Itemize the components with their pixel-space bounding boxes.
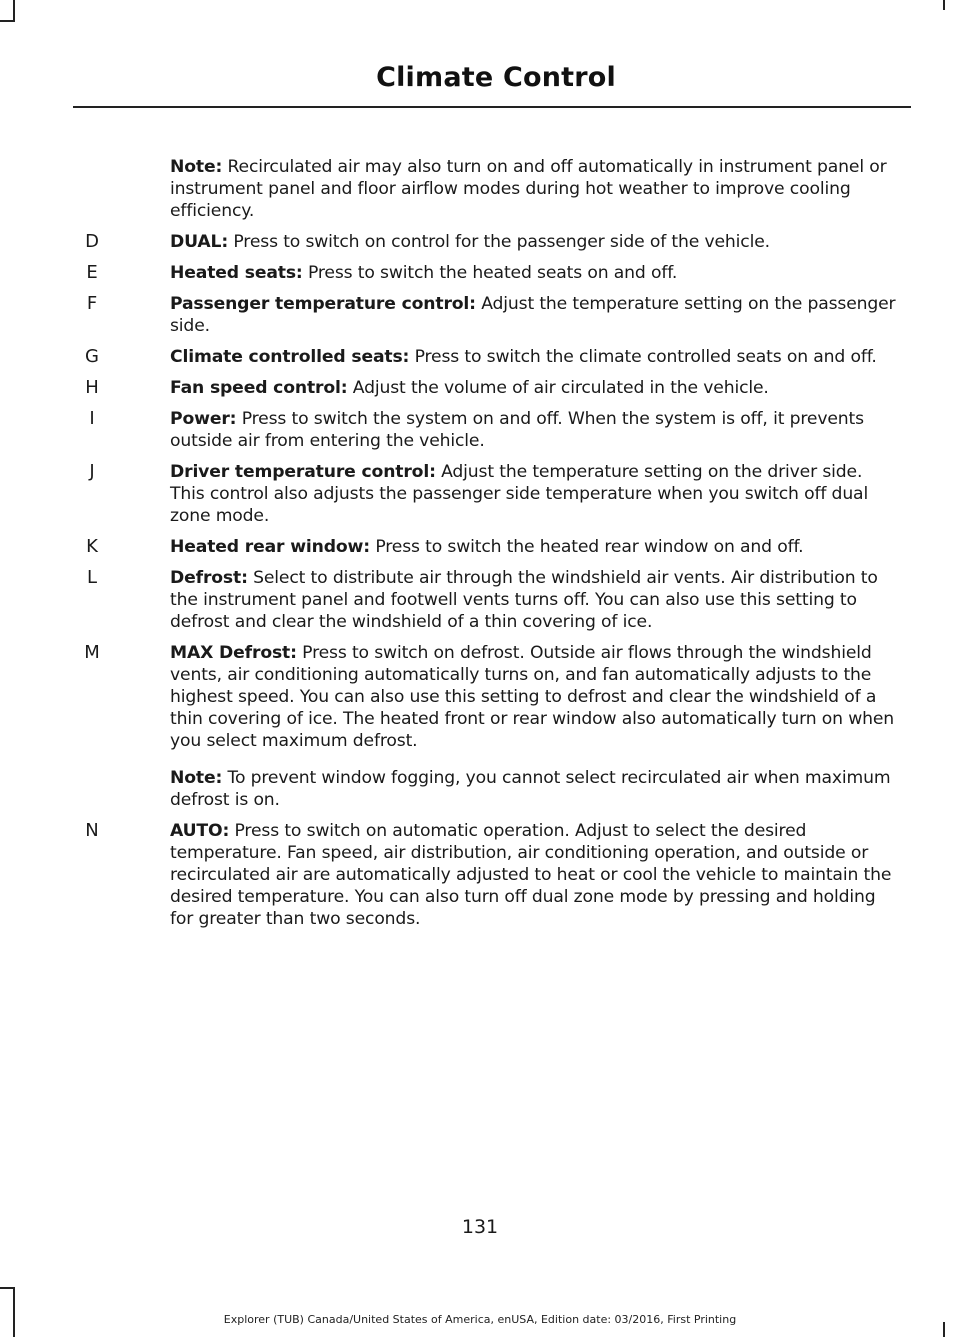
entry-letter: N	[85, 820, 99, 841]
entry-body	[170, 536, 901, 558]
note-text: Recirculated air may also turn on and off automatically in instrument panel or instrument panel and floor airflow modes during hot weather to improve cooling efficiency.	[170, 157, 887, 221]
entry-letter: E	[86, 262, 98, 283]
crop-mark-top-right	[943, 0, 945, 10]
entry-d	[0, 231, 960, 253]
header-divider	[73, 106, 911, 108]
entry-term: Heated seats:	[170, 263, 303, 283]
entry-body	[170, 293, 901, 337]
entry-body	[170, 820, 901, 930]
note-label: Note:	[170, 157, 223, 177]
entry-letter: F	[86, 293, 98, 314]
page-title: Climate Control	[376, 62, 616, 93]
entry-text: Adjust the temperature setting on the passenger side.	[170, 294, 896, 336]
entry-e	[0, 262, 960, 284]
entry-g	[0, 346, 960, 368]
crop-mark-bottom-left-vertical	[13, 1287, 15, 1337]
entry-term: Driver temperature control:	[170, 462, 436, 482]
entry-term: AUTO:	[170, 821, 230, 841]
entry-term: Heated rear window:	[170, 537, 371, 557]
entry-letter: L	[86, 567, 98, 588]
note-recirculated-air	[0, 156, 960, 222]
entry-body	[170, 461, 901, 527]
entry-term: Passenger temperature control:	[170, 294, 476, 314]
entry-i	[0, 408, 960, 452]
entry-term: MAX Defrost:	[170, 643, 297, 663]
entry-letter: G	[85, 346, 99, 367]
entry-text: Press to switch the heated rear window on and off.	[370, 537, 804, 557]
entry-term: Climate controlled seats:	[170, 347, 410, 367]
entry-body	[170, 377, 901, 399]
note-body	[170, 156, 901, 222]
entry-text: Press to switch the climate controlled seats on and off.	[409, 347, 877, 367]
entry-text: Press to switch the system on and off. When the system is off, it prevents outside air from entering the vehicle.	[170, 409, 864, 451]
note-window-fogging	[170, 767, 901, 811]
entry-k	[0, 536, 960, 558]
entry-term: Power:	[170, 409, 237, 429]
entry-letter: M	[84, 642, 100, 663]
entry-letter: I	[89, 408, 95, 429]
note-text: To prevent window fogging, you cannot select recirculated air when maximum defrost is on.	[170, 768, 891, 810]
entry-j	[0, 461, 960, 527]
page-number: 131	[461, 1216, 499, 1238]
entry-term: Defrost:	[170, 568, 248, 588]
entry-letter: H	[85, 377, 99, 398]
page-content	[0, 156, 960, 939]
entry-body	[170, 231, 901, 253]
entry-term: Fan speed control:	[170, 378, 348, 398]
entry-f	[0, 293, 960, 337]
entry-m	[0, 642, 960, 811]
entry-text: Press to switch on defrost. Outside air flows through the windshield vents, air conditioning automatically turns on, and fan automatically adjusts to the highest speed. You can also use this setting to defrost and clear the windshield of a thin covering of ice. The heated front or rear window also automatically turn on when you select maximum defrost.	[170, 643, 895, 751]
footer-edition-info: Explorer (TUB) Canada/United States of America, enUSA, Edition date: 03/2016, First Printing	[223, 1313, 737, 1326]
entry-letter: K	[86, 536, 98, 557]
entry-text: Adjust the temperature setting on the driver side. This control also adjusts the passenger side temperature when you switch off dual zone mode.	[170, 462, 869, 526]
crop-mark-top-left-horizontal	[0, 20, 15, 22]
entry-body	[170, 262, 901, 284]
entry-text: Select to distribute air through the windshield air vents. Air distribution to the instrument panel and footwell vents turns off. You can also use this setting to defrost and clear the windshield of a thin covering of ice.	[170, 568, 878, 632]
entry-n	[0, 820, 960, 930]
entry-text: Adjust the volume of air circulated in the vehicle.	[347, 378, 769, 398]
entry-letter: J	[89, 461, 95, 482]
entry-text: Press to switch on control for the passenger side of the vehicle.	[228, 232, 770, 252]
entry-letter: D	[85, 231, 99, 252]
entry-l	[0, 567, 960, 633]
entry-text: Press to switch the heated seats on and off.	[302, 263, 678, 283]
note-label: Note:	[170, 768, 223, 788]
entry-text: Press to switch on automatic operation. Adjust to select the desired temperature. Fan speed, air distribution, air conditioning operation, and outside or recirculated air are automatically adjusted to heat or cool the vehicle to maintain the desired temperature. You can also turn off dual zone mode by pressing and holding for greater than two seconds.	[170, 821, 892, 929]
entry-h	[0, 377, 960, 399]
entry-body	[170, 408, 901, 452]
entry-body	[170, 642, 901, 752]
entry-term: DUAL:	[170, 232, 229, 252]
entry-body	[170, 567, 901, 633]
entry-body	[170, 346, 901, 368]
crop-mark-top-left-vertical	[13, 0, 15, 22]
crop-mark-bottom-left-horizontal	[0, 1287, 15, 1289]
